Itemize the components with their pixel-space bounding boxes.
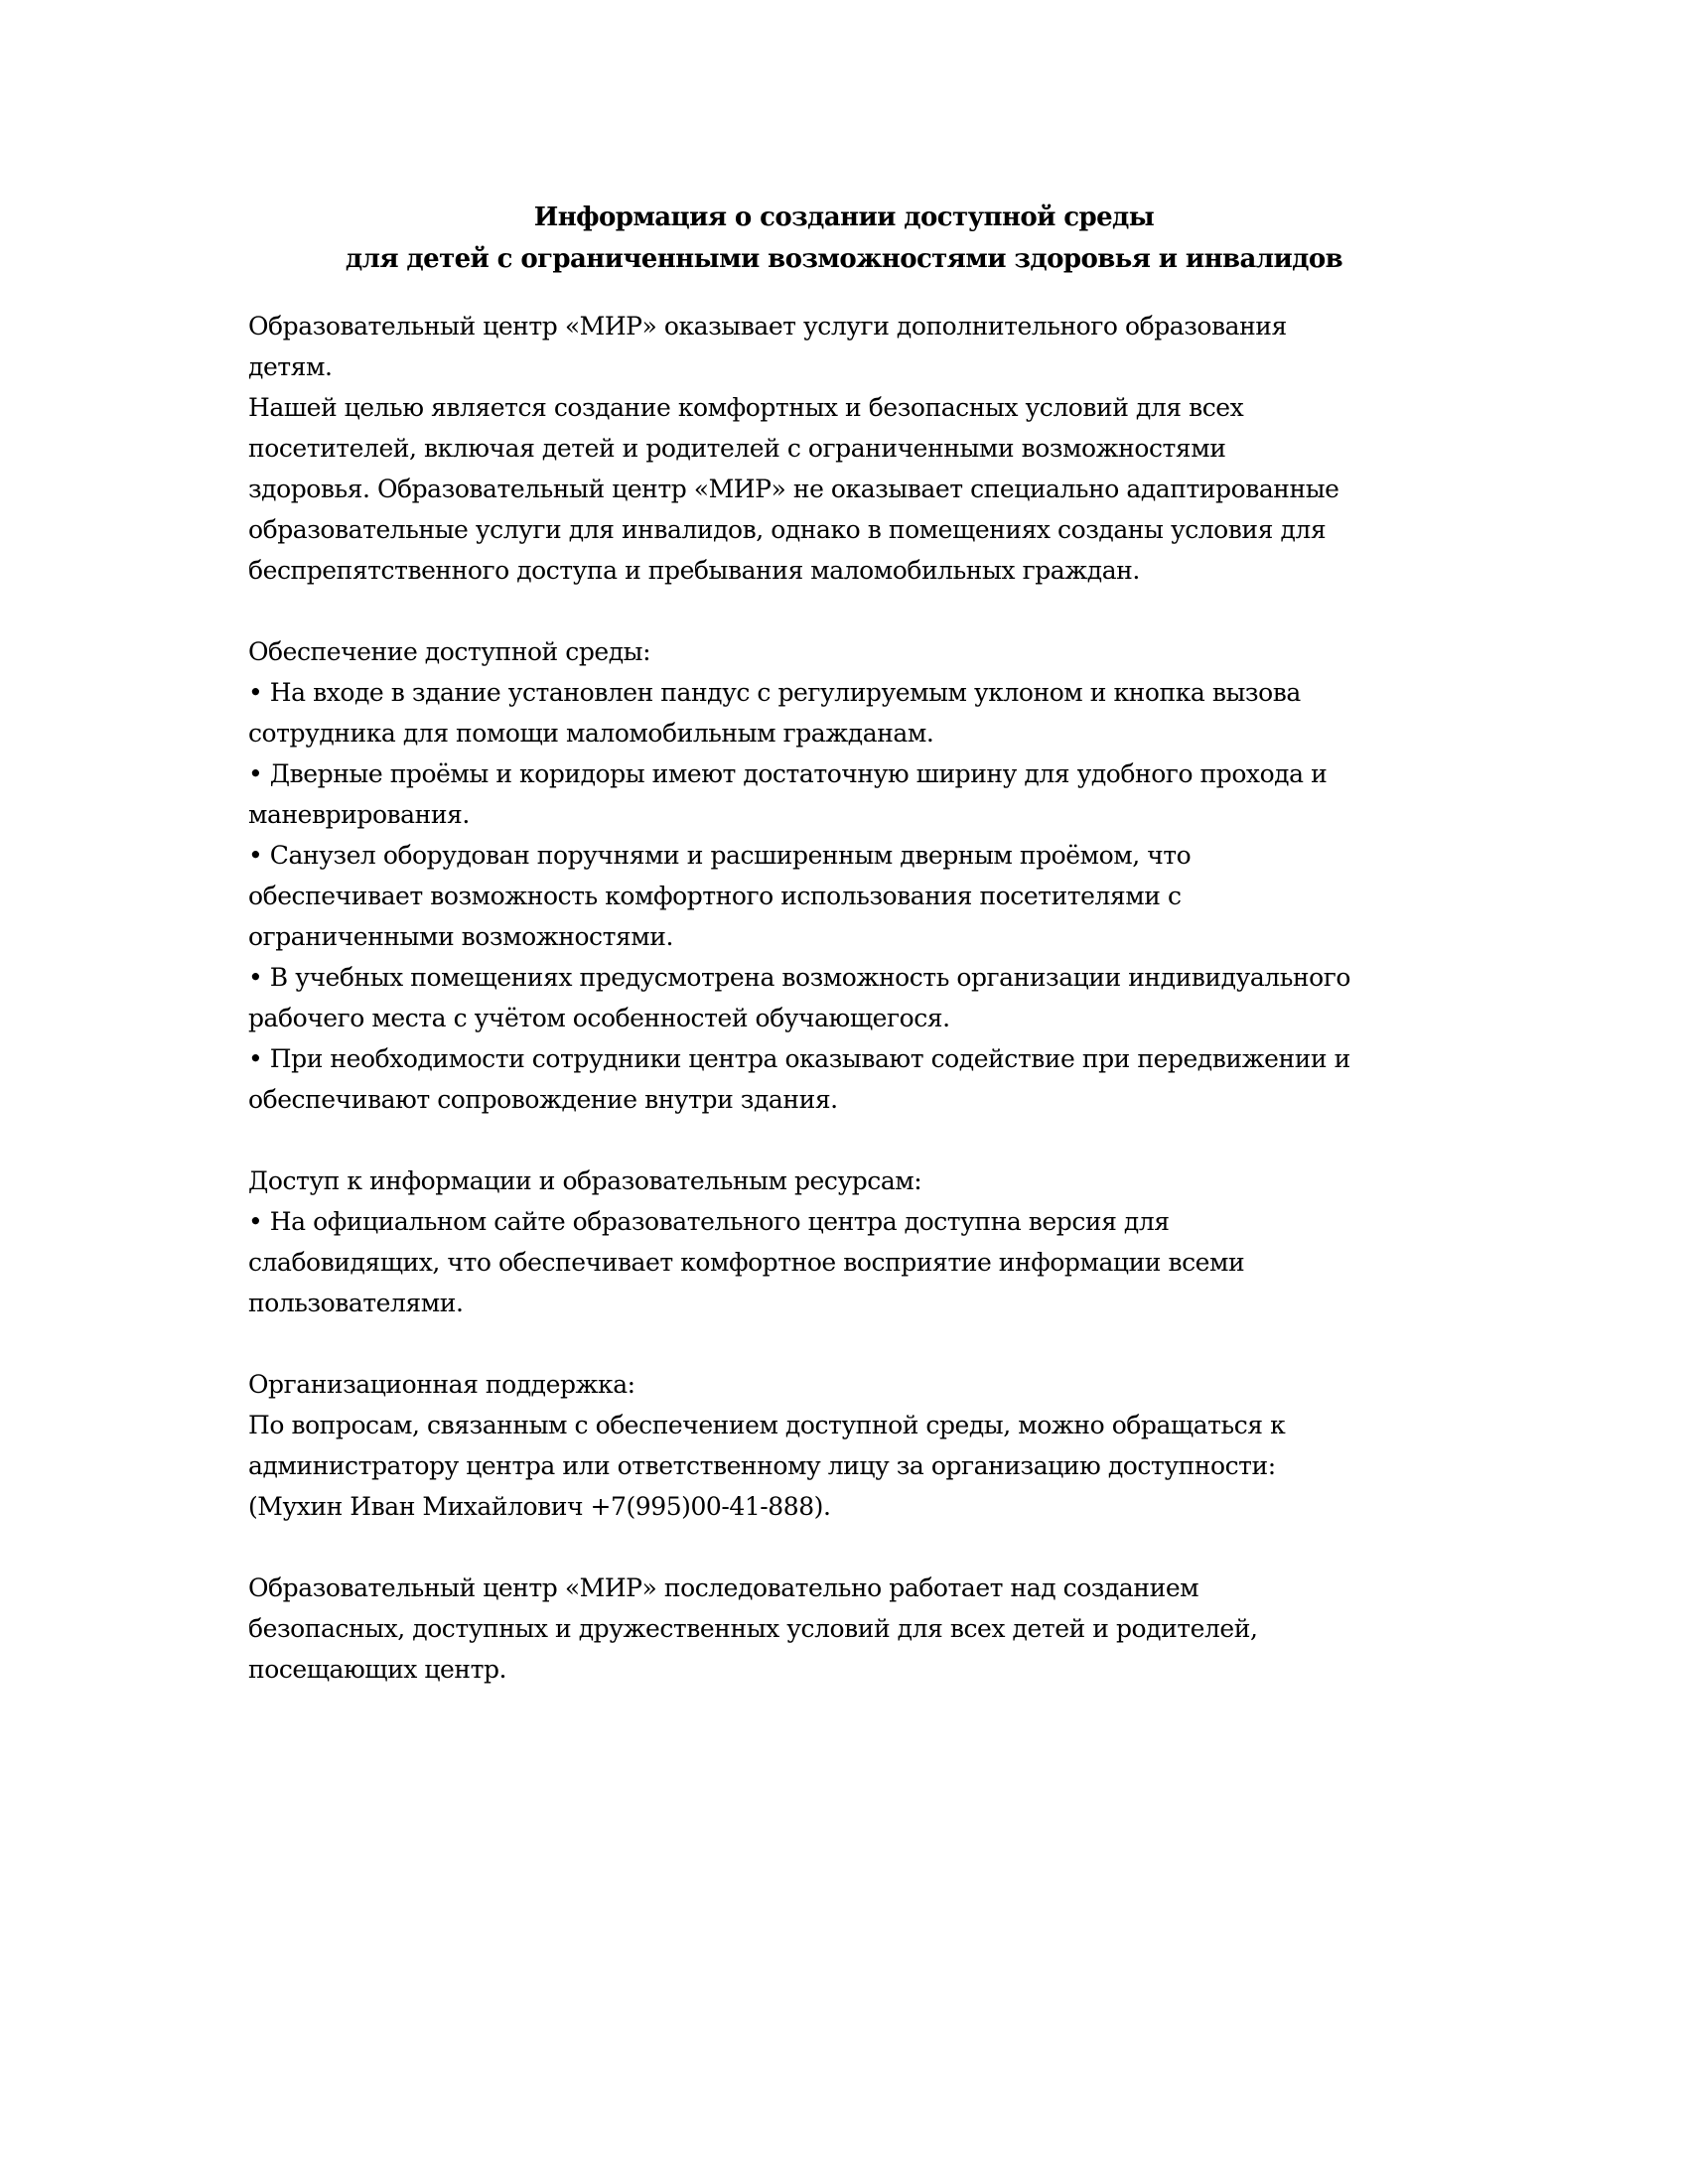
paragraph-spacer	[248, 591, 1479, 631]
document-title	[0, 197, 1688, 280]
text-line: слабовидящих, что обеспечивает комфортное восприятие информации всеми	[248, 1248, 1245, 1277]
title-line: для детей с ограниченными возможностями здоровья и инвалидов	[345, 244, 1343, 274]
text-line: сотрудника для помощи маломобильным гражданам.	[248, 719, 934, 748]
section-heading: Организационная поддержка:	[248, 1370, 635, 1399]
text-line: обеспечивает возможность комфортного использования посетителями с	[248, 882, 1182, 910]
text-line: образовательные услуги для инвалидов, однако в помещениях созданы условия для	[248, 515, 1327, 544]
support-section	[248, 1364, 1479, 1527]
document-body	[248, 306, 1479, 1690]
contact-line: (Мухин Иван Михайлович +7(995)00-41-888).	[248, 1492, 831, 1521]
text-line: обеспечивают сопровождение внутри здания.	[248, 1085, 838, 1114]
bullet-line: • В учебных помещениях предусмотрена возможность организации индивидуального	[248, 963, 1350, 992]
section-heading: Доступ к информации и образовательным ресурсам:	[248, 1166, 922, 1195]
text-line: здоровья. Образовательный центр «МИР» не оказывает специально адаптированные	[248, 475, 1339, 503]
bullet-line: • При необходимости сотрудники центра оказывают содействие при передвижении и	[248, 1044, 1350, 1073]
text-line: беспрепятственного доступа и пребывания маломобильных граждан.	[248, 556, 1140, 585]
text-line: Образовательный центр «МИР» последовательно работает над созданием	[248, 1573, 1199, 1602]
text-line: администратору центра или ответственному лицу за организацию доступности:	[248, 1451, 1276, 1480]
text-line: детям.	[248, 352, 333, 381]
bullet-line: • На входе в здание установлен пандус с регулируемым уклоном и кнопка вызова	[248, 678, 1301, 707]
paragraph-spacer	[248, 1120, 1479, 1160]
intro-paragraph	[248, 306, 1479, 591]
text-line: ограниченными возможностями.	[248, 922, 674, 951]
paragraph-spacer	[248, 1323, 1479, 1364]
accessibility-section	[248, 631, 1479, 1120]
bullet-line: • Санузел оборудован поручнями и расширенным дверным проёмом, что	[248, 841, 1192, 870]
paragraph-spacer	[248, 1527, 1479, 1568]
information-section	[248, 1160, 1479, 1323]
text-line: Нашей целью является создание комфортных и безопасных условий для всех	[248, 393, 1244, 422]
text-line: безопасных, доступных и дружественных условий для всех детей и родителей,	[248, 1614, 1258, 1643]
text-line: рабочего места с учётом особенностей обучающегося.	[248, 1004, 950, 1032]
section-heading: Обеспечение доступной среды:	[248, 637, 651, 666]
title-line: Информация о создании доступной среды	[533, 203, 1155, 232]
text-line: По вопросам, связанным с обеспечением доступной среды, можно обращаться к	[248, 1411, 1286, 1439]
bullet-line: • На официальном сайте образовательного центра доступна версия для	[248, 1207, 1170, 1236]
text-line: пользователями.	[248, 1289, 464, 1317]
text-line: посещающих центр.	[248, 1655, 507, 1684]
text-line: посетителей, включая детей и родителей с ограниченными возможностями	[248, 434, 1226, 463]
text-line: маневрирования.	[248, 800, 470, 829]
text-line: Образовательный центр «МИР» оказывает услуги дополнительного образования	[248, 312, 1287, 341]
bullet-line: • Дверные проёмы и коридоры имеют достаточную ширину для удобного прохода и	[248, 759, 1328, 788]
closing-paragraph	[248, 1568, 1479, 1690]
